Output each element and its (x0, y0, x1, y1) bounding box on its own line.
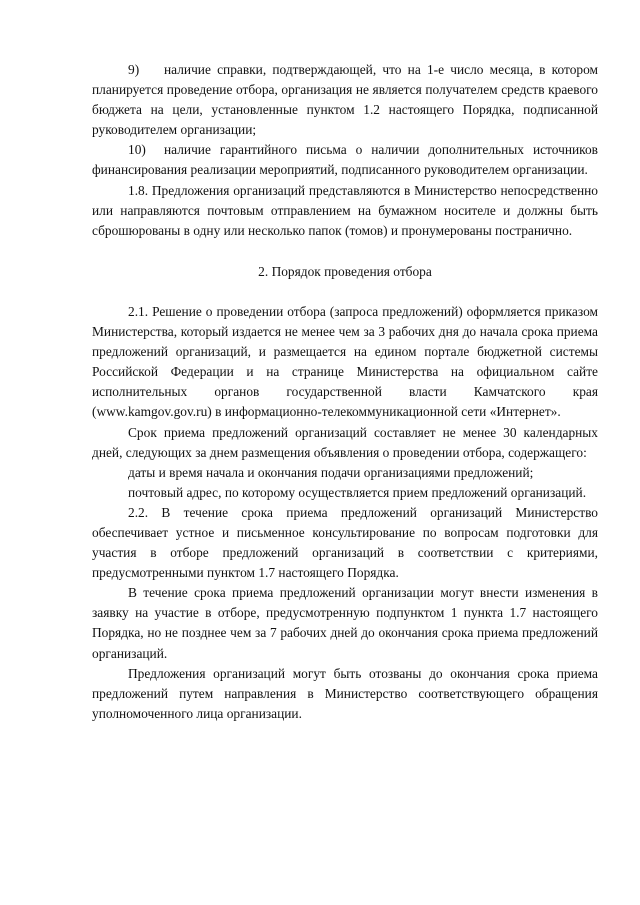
list-item-text: наличие гарантийного письма о наличии дополнительных источников финансирования реализации мероприятий, подписанного руководителем организации. (92, 142, 598, 178)
list-item-number: 9) (128, 62, 140, 77)
list-item-number: 10) (128, 142, 146, 158)
section-heading: 2. Порядок проведения отбора (258, 263, 432, 279)
paragraph-1-8: 1.8. Предложения организаций представляются в Министерство непосредственно или направляются почтовым отправлением на бумажном носителе и должны быть сброшюрованы в одну или несколько папок (томов) и пронумерованы постранично. (92, 182, 598, 238)
paragraph-withdraw: Предложения организаций могут быть отозваны до окончания срока приема предложений путем направления в Министерство соответствующего обращения уполномоченного лица организации. (92, 665, 598, 721)
paragraph-changes: В течение срока приема предложений организации могут внести изменения в заявку на участие в отборе, предусмотренную подпунктом 1 пункта 1.7 настоящего Порядка, но не позднее чем за 7 рабочих дней до окончания срока приема предложений организаций. (92, 585, 598, 661)
paragraph-dates: даты и время начала и окончания подачи организациями предложений; (128, 464, 534, 480)
list-item-9 (92, 60, 598, 140)
list-item-10 (92, 140, 598, 180)
paragraph-2-2: 2.2. В течение срока приема предложений организаций Министерство обеспечивает устное и письменное консультирование по вопросам подготовки для участия в отборе предложений организаций в соответствии с критериями, предусмотренными пунктом 1.7 настоящего Порядка. (92, 504, 598, 581)
paragraph-address: почтовый адрес, по которому осуществляется прием предложений организаций. (128, 484, 587, 500)
document-page (92, 60, 598, 724)
list-item-text: наличие справки, подтверждающей, что на 1-е число месяца, в котором планируется проведение отбора, организация не является получателем средств краевого бюджета на цели, установленные пунктом 1.2 настоящего Порядка, подписанной руководителем организации; (92, 62, 598, 138)
paragraph-2-1: 2.1. Решение о проведении отбора (запроса предложений) оформляется приказом Министерства, который издается не менее чем за 3 рабочих дня до начала срока приема предложений организаций, и размещается на едином портале бюджетной системы Российской Федерации и на странице Министерства на официальном сайте исполнительных органов государственной власти Камчатского края (www.kamgov.gov.ru) в информационно-телекоммуникационной сети «Интернет». (92, 303, 598, 420)
paragraph-term: Срок приема предложений организаций составляет не менее 30 календарных дней, следующих за днем размещения объявления о проведении отбора, содержащего: (92, 424, 598, 460)
